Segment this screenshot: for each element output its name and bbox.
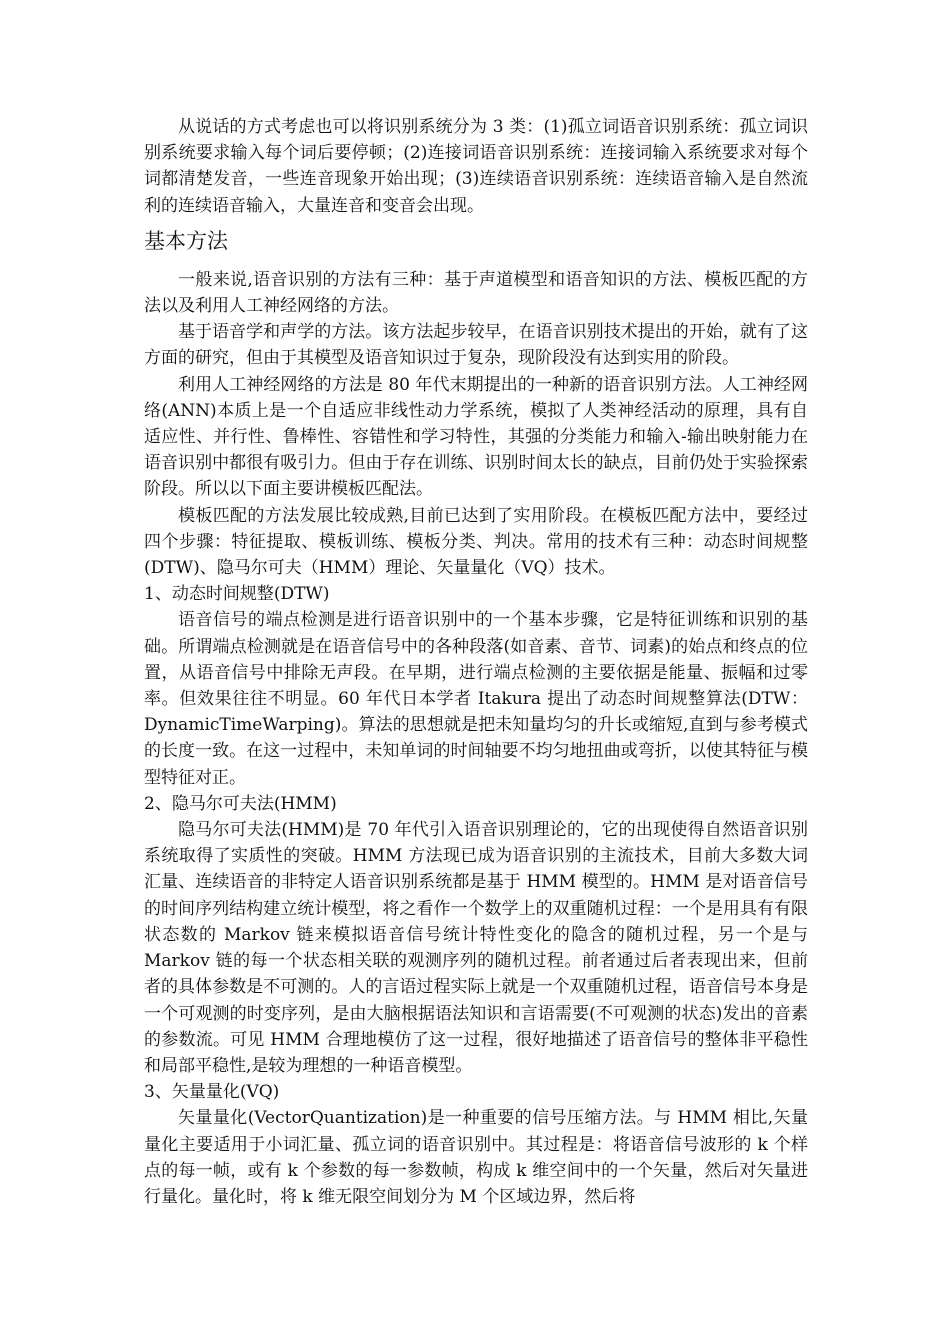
paragraph-acoustic-method: 基于语音学和声学的方法。该方法起步较早，在语音识别技术提出的开始，就有了这方面的研究，但由于其模型及语音知识过于复杂，现阶段没有达到实用的阶段。	[144, 322, 808, 369]
paragraph-methods-overview: 一般来说,语音识别的方法有三种：基于声道模型和语音知识的方法、模板匹配的方法以及利用人工神经网络的方法。	[144, 269, 808, 317]
subsection-heading-hmm: 2、隐马尔可夫法(HMM)	[144, 793, 337, 814]
section-heading: 基本方法	[144, 228, 228, 253]
paragraph-hmm: 隐马尔可夫法(HMM)是 70 年代引入语音识别理论的，它的出现使得自然语音识别系统取得了实质性的突破。HMM 方法现已成为语音识别的主流技术，目前大多数大词汇量、连续语音的非特定人语音识别系统都是基于 HMM 模型的。HMM 是对语音信号的时间序列结构建立统计模型，将之看作一个数学上的双重随机过程：一个是用具有有限状态数的 Markov 链来模拟语音信号统计特性变化的隐含的随机过程，另一个是与 Markov 链的每一个状态相关联的观测序列的随机过程。前者通过后者表现出来，但前者的具体参数是不可测的。人的言语过程实际上就是一个双重随机过程，语音信号本身是一个可观测的时变序列，是由大脑根据语法知识和言语需要(不可观测的状态)发出的音素的参数流。可见 HMM 合理地模仿了这一过程，很好地描述了语音信号的整体非平稳性和局部平稳性,是较为理想的一种语音模型。	[144, 820, 808, 1076]
subsection-heading-dtw: 1、动态时间规整(DTW)	[144, 584, 330, 605]
document-body	[144, 114, 808, 1210]
subsection-heading-vq: 3、矢量量化(VQ)	[144, 1082, 280, 1103]
paragraph-dtw: 语音信号的端点检测是进行语音识别中的一个基本步骤，它是特征训练和识别的基础。所谓端点检测就是在语音信号中的各种段落(如音素、音节、词素)的始点和终点的位置，从语音信号中排除无声段。在早期，进行端点检测的主要依据是能量、振幅和过零率。但效果往往不明显。60 年代日本学者 Itakura 提出了动态时间规整算法(DTW：DynamicTimeWarping)。算法的思想就是把未知量均匀的升长或缩短,直到与参考模式的长度一致。在这一过程中，未知单词的时间轴要不均匀地扭曲或弯折，以使其特征与模型特征对正。	[144, 610, 808, 788]
intro-paragraph: 从说话的方式考虑也可以将识别系统分为 3 类：(1)孤立词语音识别系统：孤立词识别系统要求输入每个词后要停顿；(2)连接词语音识别系统：连接词输入系统要求对每个词都清楚发音，一些连音现象开始出现；(3)连续语音识别系统：连续语音输入是自然流利的连续语音输入，大量连音和变音会出现。	[144, 117, 808, 216]
paragraph-vq: 矢量量化(VectorQuantization)是一种重要的信号压缩方法。与 HMM 相比,矢量量化主要适用于小词汇量、孤立词的语音识别中。其过程是：将语音信号波形的 k 个样点的每一帧，或有 k 个参数的每一参数帧，构成 k 维空间中的一个矢量，然后对矢量进行量化。量化时，将 k 维无限空间划分为 M 个区域边界，然后将	[144, 1108, 808, 1207]
paragraph-template-matching: 模板匹配的方法发展比较成熟,目前已达到了实用阶段。在模板匹配方法中，要经过四个步骤：特征提取、模板训练、模板分类、判决。常用的技术有三种：动态时间规整(DTW)、隐马尔可夫（HMM）理论、矢量量化（VQ）技术。	[144, 505, 808, 579]
paragraph-ann-method: 利用人工神经网络的方法是 80 年代末期提出的一种新的语音识别方法。人工神经网络(ANN)本质上是一个自适应非线性动力学系统，模拟了人类神经活动的原理，具有自适应性、并行性、鲁棒性、容错性和学习特性，其强的分类能力和输入-输出映射能力在语音识别中都很有吸引力。但由于存在训练、识别时间太长的缺点，目前仍处于实验探索阶段。所以以下面主要讲模板匹配法。	[144, 374, 808, 500]
